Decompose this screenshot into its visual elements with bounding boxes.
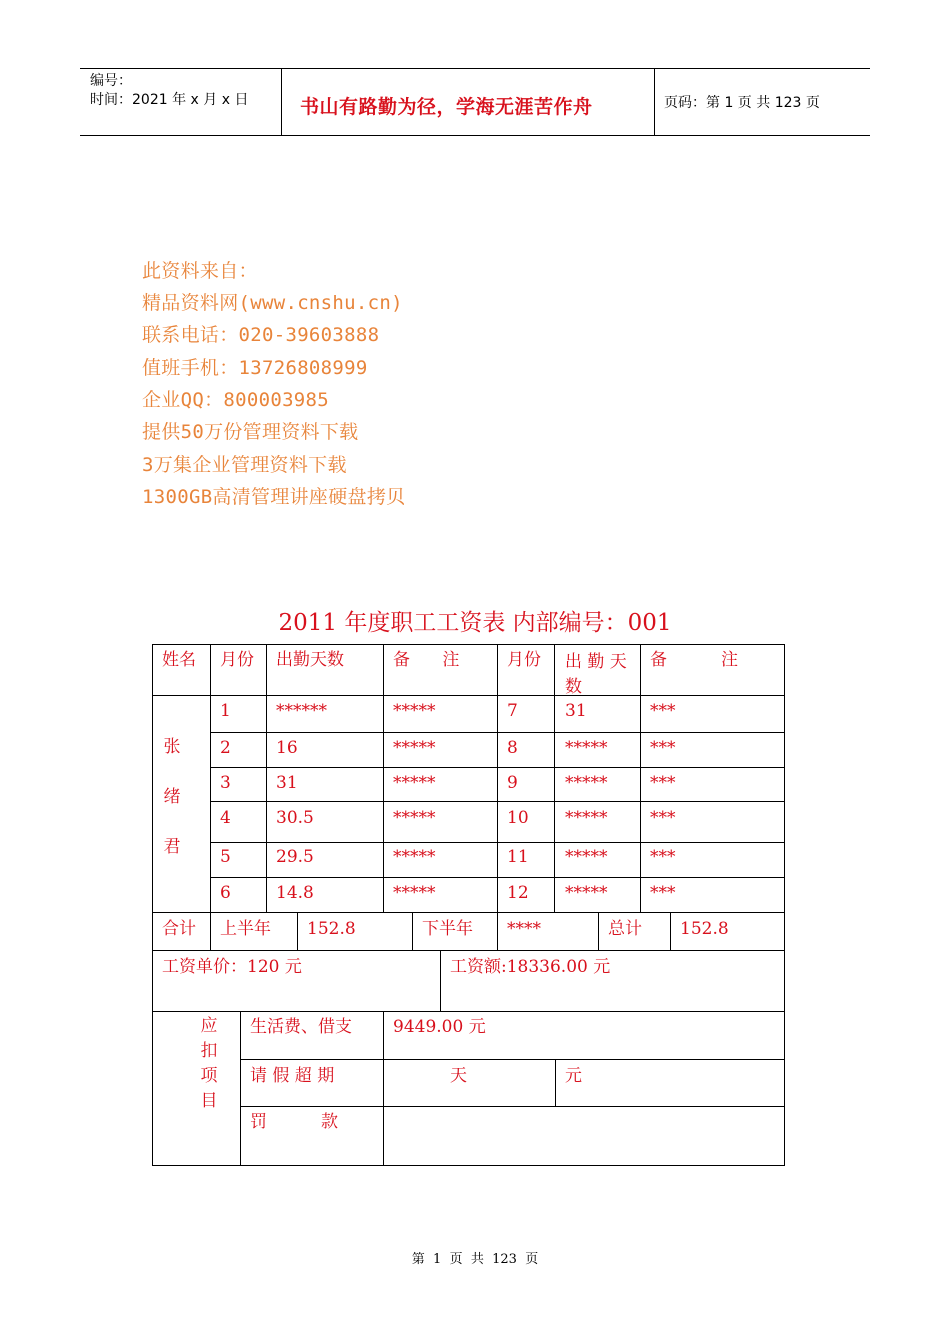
source-info-line: 1300GB高清管理讲座硬盘拷贝 xyxy=(142,486,406,508)
living-expense-value: 9449.00 元 xyxy=(393,1017,486,1037)
table-title: 2011 年度职工工资表 内部编号：001 xyxy=(278,610,672,636)
remark-cell: *** xyxy=(650,738,676,758)
remark-cell: ***** xyxy=(393,847,436,867)
days-cell: 16 xyxy=(276,738,298,758)
header-time-label: 时间：2021 年 x 月 x 日 xyxy=(90,92,249,108)
month-cell: 8 xyxy=(507,738,518,758)
table-rule xyxy=(152,1011,785,1012)
header-divider-right xyxy=(654,68,655,136)
month-cell: 5 xyxy=(220,847,231,867)
remark-cell: *** xyxy=(650,701,676,721)
grand-total-label: 总计 xyxy=(608,919,642,939)
table-rule xyxy=(152,644,153,1166)
wage-amount: 工资额:18336.00 元 xyxy=(450,957,611,977)
col-header-name: 姓名 xyxy=(162,650,196,670)
days-cell: ***** xyxy=(565,808,608,828)
deductions-label: 应扣项目 xyxy=(200,1016,218,1111)
col-header-days: 出勤天数 xyxy=(276,650,344,670)
days-cell: 30.5 xyxy=(276,808,314,828)
header-page-code: 页码：第 1 页 共 123 页 xyxy=(664,95,820,111)
table-rule xyxy=(210,644,211,951)
table-rule xyxy=(240,1059,785,1060)
source-info-line: 此资料来自： xyxy=(142,260,258,282)
table-rule xyxy=(297,912,298,951)
source-info-line: 精品资料网(www.cnshu.cn) xyxy=(142,292,403,314)
leave-overdue-label: 请 假 超 期 xyxy=(250,1066,335,1086)
month-cell: 10 xyxy=(507,808,529,828)
employee-name: 张绪君 xyxy=(163,737,181,857)
days-cell: ***** xyxy=(565,847,608,867)
table-rule xyxy=(152,1165,785,1166)
grand-total-value: 152.8 xyxy=(680,919,729,939)
month-cell: 2 xyxy=(220,738,231,758)
remark-cell: ***** xyxy=(393,883,436,903)
days-cell: 31 xyxy=(276,773,298,793)
table-rule xyxy=(670,912,671,951)
wage-unit-price: 工资单价：120 元 xyxy=(162,957,302,977)
table-rule xyxy=(554,644,555,913)
second-half-label: 下半年 xyxy=(422,919,473,939)
leave-days-unit: 天 xyxy=(450,1066,467,1086)
days-cell: 14.8 xyxy=(276,883,314,903)
table-rule xyxy=(152,950,785,951)
days-cell: ***** xyxy=(565,738,608,758)
table-rule xyxy=(152,695,785,696)
month-cell: 11 xyxy=(507,847,529,867)
month-cell: 4 xyxy=(220,808,231,828)
remark-cell: *** xyxy=(650,883,676,903)
header-number-label: 编号： xyxy=(90,73,132,89)
month-cell: 3 xyxy=(220,773,231,793)
col-header-month: 月份 xyxy=(507,650,541,670)
remark-cell: ***** xyxy=(393,773,436,793)
month-cell: 1 xyxy=(220,701,231,721)
days-cell: 29.5 xyxy=(276,847,314,867)
table-rule xyxy=(152,912,785,913)
header-bottom-rule xyxy=(80,135,870,136)
table-rule xyxy=(640,644,641,913)
table-rule xyxy=(240,1011,241,1166)
col-header-remark: 备 注 xyxy=(650,650,739,670)
totals-label: 合计 xyxy=(162,919,196,939)
source-info-line: 提供50万份管理资料下载 xyxy=(142,421,359,443)
days-cell: ***** xyxy=(565,773,608,793)
first-half-label: 上半年 xyxy=(220,919,271,939)
table-rule xyxy=(555,1059,556,1107)
second-half-value: **** xyxy=(507,919,541,939)
source-info-line: 联系电话：020-39603888 xyxy=(142,324,380,346)
table-rule xyxy=(598,912,599,951)
source-info-line: 3万集企业管理资料下载 xyxy=(142,454,347,476)
header-top-rule xyxy=(80,68,870,69)
table-rule xyxy=(784,644,785,1166)
col-header-month: 月份 xyxy=(220,650,254,670)
living-expense-label: 生活费、借支 xyxy=(250,1017,352,1037)
header-motto: 书山有路勤为径，学海无涯苦作舟 xyxy=(300,96,593,118)
month-cell: 7 xyxy=(507,701,518,721)
table-rule xyxy=(152,644,785,645)
remark-cell: *** xyxy=(650,808,676,828)
page-footer: 第 1 页 共 123 页 xyxy=(411,1252,539,1267)
leave-money-unit: 元 xyxy=(565,1066,582,1086)
days-cell: 31 xyxy=(565,701,587,721)
fine-label: 罚 款 xyxy=(250,1112,339,1132)
remark-cell: *** xyxy=(650,773,676,793)
source-info-line: 值班手机：13726808999 xyxy=(142,357,368,379)
source-info-line: 企业QQ：800003985 xyxy=(142,389,330,411)
remark-cell: ***** xyxy=(393,808,436,828)
table-rule xyxy=(412,912,413,951)
col-header-remark: 备 注 xyxy=(393,650,460,670)
table-rule xyxy=(383,1011,384,1166)
remark-cell: *** xyxy=(650,847,676,867)
table-rule xyxy=(240,1106,785,1107)
days-cell: ****** xyxy=(276,701,327,721)
month-cell: 6 xyxy=(220,883,231,903)
days-cell: ***** xyxy=(565,883,608,903)
remark-cell: ***** xyxy=(393,701,436,721)
remark-cell: ***** xyxy=(393,738,436,758)
first-half-value: 152.8 xyxy=(307,919,356,939)
table-rule xyxy=(266,644,267,913)
month-cell: 12 xyxy=(507,883,529,903)
col-header-days: 出 勤 天 数 xyxy=(565,652,627,697)
table-rule xyxy=(440,950,441,1012)
month-cell: 9 xyxy=(507,773,518,793)
table-rule xyxy=(383,644,384,913)
header-divider-left xyxy=(281,68,282,136)
table-rule xyxy=(497,644,498,951)
